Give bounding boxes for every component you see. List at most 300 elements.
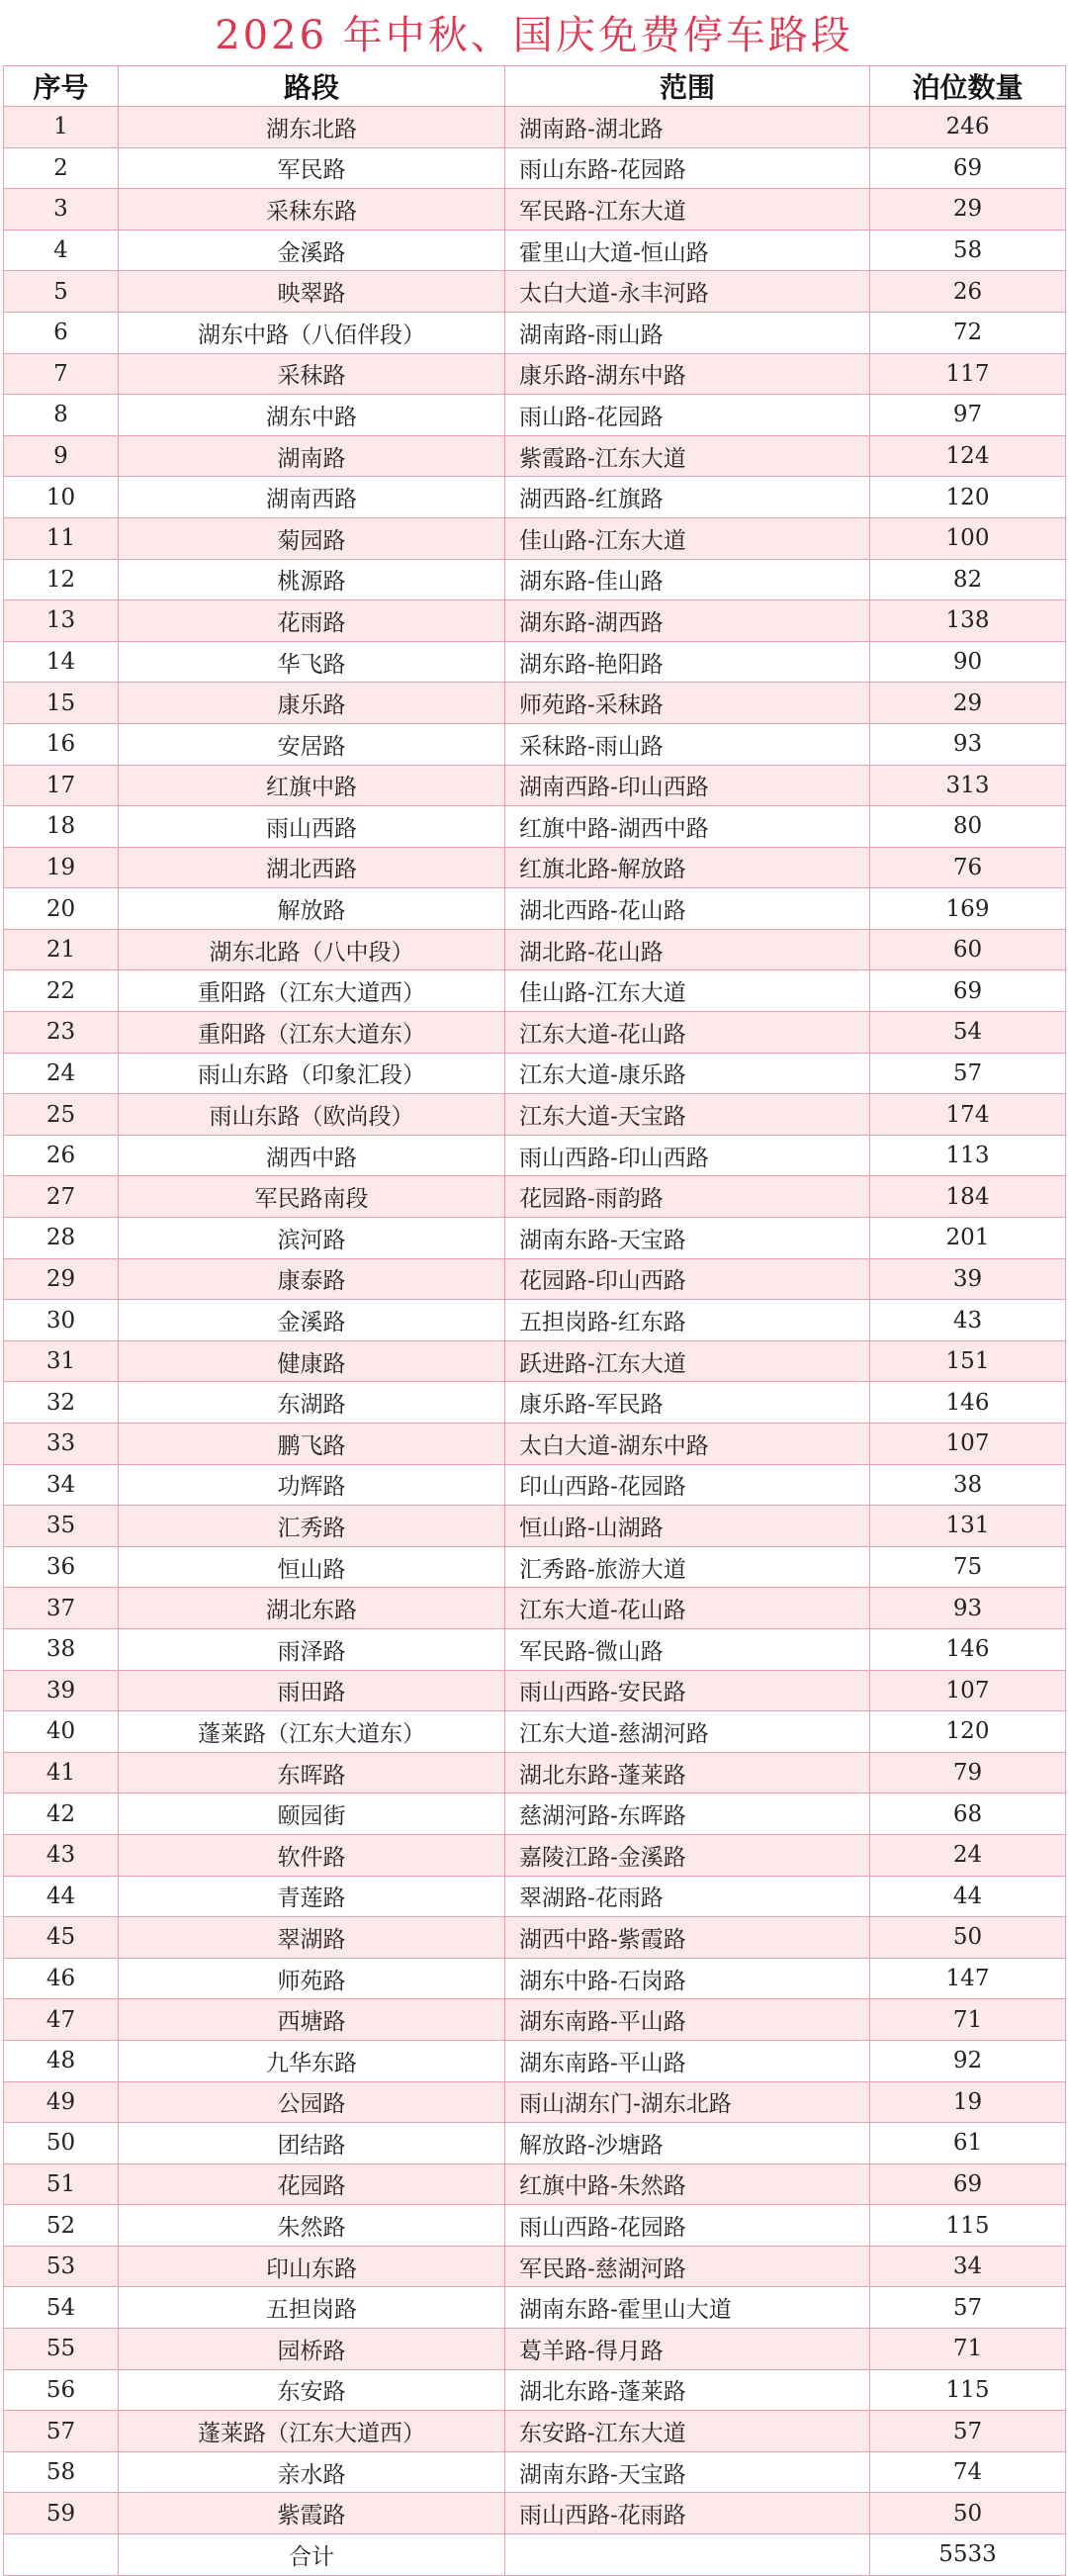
row-spaces: 117	[870, 353, 1066, 395]
row-no: 56	[4, 2369, 119, 2411]
table-row	[4, 2493, 1066, 2534]
table-row	[4, 723, 1066, 765]
row-no: 10	[4, 477, 119, 518]
table-row	[4, 271, 1066, 313]
row-spaces: 43	[870, 1300, 1066, 1341]
row-road: 印山东路	[119, 2246, 505, 2287]
table-row	[4, 2246, 1066, 2287]
row-range: 康乐路-湖东中路	[505, 353, 870, 395]
row-road: 蓬莱路（江东大道东）	[119, 1711, 505, 1753]
row-range: 翠湖路-花雨路	[505, 1876, 870, 1917]
table-row	[4, 2369, 1066, 2411]
row-road: 湖东中路（八佰伴段）	[119, 312, 505, 353]
table-row	[4, 683, 1066, 724]
row-no: 22	[4, 970, 119, 1012]
table-row	[4, 1752, 1066, 1794]
row-road: 雨山东路（印象汇段）	[119, 1053, 505, 1094]
row-spaces: 57	[870, 2287, 1066, 2329]
row-spaces: 174	[870, 1094, 1066, 1136]
table-row	[4, 641, 1066, 683]
row-range: 跃进路-江东大道	[505, 1340, 870, 1382]
row-road: 园桥路	[119, 2329, 505, 2370]
row-spaces: 169	[870, 888, 1066, 930]
row-no: 57	[4, 2411, 119, 2452]
row-road: 紫霞路	[119, 2493, 505, 2534]
row-range: 军民路-微山路	[505, 1628, 870, 1670]
row-no: 4	[4, 230, 119, 271]
table-header-row	[4, 66, 1066, 107]
row-range: 葛羊路-得月路	[505, 2329, 870, 2370]
total-row	[4, 2534, 1066, 2576]
table-row	[4, 1999, 1066, 2041]
row-no: 53	[4, 2246, 119, 2287]
row-range: 五担岗路-红东路	[505, 1300, 870, 1341]
row-no: 23	[4, 1012, 119, 1054]
row-spaces: 34	[870, 2246, 1066, 2287]
row-range: 佳山路-江东大道	[505, 970, 870, 1012]
row-range: 慈湖河路-东晖路	[505, 1794, 870, 1835]
row-range: 恒山路-山湖路	[505, 1506, 870, 1547]
row-road: 东晖路	[119, 1752, 505, 1794]
row-road: 金溪路	[119, 1300, 505, 1341]
row-spaces: 138	[870, 600, 1066, 642]
row-road: 湖北西路	[119, 847, 505, 888]
row-no: 13	[4, 600, 119, 642]
row-range: 湖西中路-紫霞路	[505, 1917, 870, 1959]
table-row	[4, 435, 1066, 477]
row-road: 东安路	[119, 2369, 505, 2411]
table-row	[4, 1218, 1066, 1259]
table-row	[4, 1340, 1066, 1382]
row-spaces: 69	[870, 970, 1066, 1012]
row-spaces: 107	[870, 1424, 1066, 1465]
row-road: 湖东北路（八中段）	[119, 929, 505, 970]
row-road: 亲水路	[119, 2451, 505, 2493]
row-spaces: 100	[870, 517, 1066, 559]
row-spaces: 120	[870, 477, 1066, 518]
row-road: 软件路	[119, 1834, 505, 1876]
table-row	[4, 806, 1066, 848]
row-range: 湖东路-佳山路	[505, 559, 870, 600]
row-road: 恒山路	[119, 1546, 505, 1588]
row-no: 52	[4, 2205, 119, 2247]
row-spaces: 57	[870, 2411, 1066, 2452]
table-row	[4, 147, 1066, 189]
row-road: 军民路	[119, 147, 505, 189]
header-road: 路段	[119, 66, 505, 107]
row-spaces: 201	[870, 1218, 1066, 1259]
row-spaces: 151	[870, 1340, 1066, 1382]
table-row	[4, 2081, 1066, 2123]
row-road: 华飞路	[119, 641, 505, 683]
row-range: 军民路-江东大道	[505, 189, 870, 230]
row-range: 印山西路-花园路	[505, 1464, 870, 1506]
row-range: 雨山西路-安民路	[505, 1670, 870, 1711]
table-row	[4, 1670, 1066, 1711]
row-road: 翠湖路	[119, 1917, 505, 1959]
row-road: 汇秀路	[119, 1506, 505, 1547]
row-road: 青莲路	[119, 1876, 505, 1917]
row-range: 江东大道-慈湖河路	[505, 1711, 870, 1753]
row-range: 红旗北路-解放路	[505, 847, 870, 888]
row-road: 团结路	[119, 2123, 505, 2164]
row-spaces: 54	[870, 1012, 1066, 1054]
row-no: 48	[4, 2040, 119, 2081]
table-row	[4, 1258, 1066, 1300]
table-row	[4, 559, 1066, 600]
row-spaces: 107	[870, 1670, 1066, 1711]
row-spaces: 38	[870, 1464, 1066, 1506]
row-no: 15	[4, 683, 119, 724]
row-range: 康乐路-军民路	[505, 1382, 870, 1424]
row-spaces: 50	[870, 1917, 1066, 1959]
row-road: 采秣东路	[119, 189, 505, 230]
row-road: 颐园街	[119, 1794, 505, 1835]
row-range: 江东大道-花山路	[505, 1012, 870, 1054]
row-spaces: 113	[870, 1135, 1066, 1176]
row-no: 55	[4, 2329, 119, 2370]
row-range: 湖南路-雨山路	[505, 312, 870, 353]
table-row	[4, 1135, 1066, 1176]
table-row	[4, 1300, 1066, 1341]
row-no: 6	[4, 312, 119, 353]
table-row	[4, 1628, 1066, 1670]
row-range: 霍里山大道-恒山路	[505, 230, 870, 271]
row-range: 湖南东路-天宝路	[505, 1218, 870, 1259]
row-spaces: 29	[870, 189, 1066, 230]
table-row	[4, 1711, 1066, 1753]
row-range: 雨山西路-花园路	[505, 2205, 870, 2247]
row-range: 湖南西路-印山西路	[505, 765, 870, 806]
row-road: 湖南西路	[119, 477, 505, 518]
row-road: 鹏飞路	[119, 1424, 505, 1465]
row-no: 21	[4, 929, 119, 970]
row-spaces: 146	[870, 1628, 1066, 1670]
table-row	[4, 230, 1066, 271]
row-no: 12	[4, 559, 119, 600]
row-no: 25	[4, 1094, 119, 1136]
row-range: 雨山路-花园路	[505, 395, 870, 436]
row-spaces: 97	[870, 395, 1066, 436]
row-no: 8	[4, 395, 119, 436]
table-row	[4, 1958, 1066, 1999]
row-no: 3	[4, 189, 119, 230]
row-road: 公园路	[119, 2081, 505, 2123]
table-row	[4, 1012, 1066, 1054]
row-no: 38	[4, 1628, 119, 1670]
row-road: 西塘路	[119, 1999, 505, 2041]
table-row	[4, 2205, 1066, 2247]
header-spaces: 泊位数量	[870, 66, 1066, 107]
table-row	[4, 395, 1066, 436]
row-spaces: 68	[870, 1794, 1066, 1835]
row-road: 雨山西路	[119, 806, 505, 848]
row-spaces: 92	[870, 2040, 1066, 2081]
row-spaces: 131	[870, 1506, 1066, 1547]
total-label: 合计	[119, 2534, 505, 2576]
row-spaces: 80	[870, 806, 1066, 848]
row-no: 58	[4, 2451, 119, 2493]
row-road: 重阳路（江东大道西）	[119, 970, 505, 1012]
row-spaces: 147	[870, 1958, 1066, 1999]
row-spaces: 93	[870, 1588, 1066, 1629]
row-road: 湖北东路	[119, 1588, 505, 1629]
row-range: 军民路-慈湖河路	[505, 2246, 870, 2287]
row-no: 40	[4, 1711, 119, 1753]
row-no: 59	[4, 2493, 119, 2534]
row-no: 18	[4, 806, 119, 848]
row-spaces: 82	[870, 559, 1066, 600]
row-range: 湖南东路-霍里山大道	[505, 2287, 870, 2329]
row-spaces: 72	[870, 312, 1066, 353]
table-row	[4, 1588, 1066, 1629]
row-spaces: 50	[870, 2493, 1066, 2534]
table-row	[4, 2123, 1066, 2164]
table-row	[4, 1794, 1066, 1835]
row-road: 采秣路	[119, 353, 505, 395]
row-range: 雨山东路-花园路	[505, 147, 870, 189]
table-body	[4, 107, 1066, 2534]
table-row	[4, 1876, 1066, 1917]
row-range: 湖东路-湖西路	[505, 600, 870, 642]
row-spaces: 313	[870, 765, 1066, 806]
row-spaces: 115	[870, 2205, 1066, 2247]
page-title: 2026 年中秋、国庆免费停车路段	[215, 12, 853, 58]
row-road: 功辉路	[119, 1464, 505, 1506]
row-spaces: 58	[870, 230, 1066, 271]
row-no: 44	[4, 1876, 119, 1917]
table-row	[4, 1546, 1066, 1588]
row-spaces: 74	[870, 2451, 1066, 2493]
row-road: 映翠路	[119, 271, 505, 313]
table-row	[4, 2451, 1066, 2493]
row-range: 湖北东路-蓬莱路	[505, 1752, 870, 1794]
total-spaces: 5533	[870, 2534, 1066, 2576]
table-row	[4, 2329, 1066, 2370]
row-spaces: 61	[870, 2123, 1066, 2164]
row-road: 雨山东路（欧尚段）	[119, 1094, 505, 1136]
row-range: 太白大道-湖东中路	[505, 1424, 870, 1465]
parking-table	[3, 65, 1066, 2576]
row-road: 安居路	[119, 723, 505, 765]
table-row	[4, 1053, 1066, 1094]
table-row	[4, 1176, 1066, 1218]
row-range: 东安路-江东大道	[505, 2411, 870, 2452]
row-no: 47	[4, 1999, 119, 2041]
row-range: 嘉陵江路-金溪路	[505, 1834, 870, 1876]
row-no: 9	[4, 435, 119, 477]
row-no: 42	[4, 1794, 119, 1835]
row-road: 康泰路	[119, 1258, 505, 1300]
row-range: 湖南东路-天宝路	[505, 2451, 870, 2493]
row-no: 24	[4, 1053, 119, 1094]
row-spaces: 146	[870, 1382, 1066, 1424]
table-row	[4, 107, 1066, 148]
row-no: 17	[4, 765, 119, 806]
row-range: 江东大道-天宝路	[505, 1094, 870, 1136]
row-spaces: 115	[870, 2369, 1066, 2411]
row-range: 雨山西路-花雨路	[505, 2493, 870, 2534]
table-row	[4, 1464, 1066, 1506]
row-range: 湖东中路-石岗路	[505, 1958, 870, 1999]
row-road: 朱然路	[119, 2205, 505, 2247]
row-road: 东湖路	[119, 1382, 505, 1424]
table-row	[4, 353, 1066, 395]
table-row	[4, 888, 1066, 930]
row-range: 湖北东路-蓬莱路	[505, 2369, 870, 2411]
row-range: 汇秀路-旅游大道	[505, 1546, 870, 1588]
table-row	[4, 1094, 1066, 1136]
row-no: 30	[4, 1300, 119, 1341]
row-road: 湖东中路	[119, 395, 505, 436]
row-road: 蓬莱路（江东大道西）	[119, 2411, 505, 2452]
row-no: 29	[4, 1258, 119, 1300]
row-no: 54	[4, 2287, 119, 2329]
row-range: 江东大道-花山路	[505, 1588, 870, 1629]
table-row	[4, 1424, 1066, 1465]
row-range: 太白大道-永丰河路	[505, 271, 870, 313]
row-spaces: 19	[870, 2081, 1066, 2123]
table-row	[4, 312, 1066, 353]
row-road: 重阳路（江东大道东）	[119, 1012, 505, 1054]
row-range: 佳山路-江东大道	[505, 517, 870, 559]
row-road: 湖西中路	[119, 1135, 505, 1176]
header-no: 序号	[4, 66, 119, 107]
table-row	[4, 970, 1066, 1012]
row-road: 桃源路	[119, 559, 505, 600]
row-no: 33	[4, 1424, 119, 1465]
row-spaces: 69	[870, 2163, 1066, 2205]
row-no: 19	[4, 847, 119, 888]
row-spaces: 90	[870, 641, 1066, 683]
row-range: 花园路-雨韵路	[505, 1176, 870, 1218]
row-range: 花园路-印山西路	[505, 1258, 870, 1300]
row-range: 湖北路-花山路	[505, 929, 870, 970]
row-spaces: 184	[870, 1176, 1066, 1218]
row-spaces: 76	[870, 847, 1066, 888]
row-range: 雨山西路-印山西路	[505, 1135, 870, 1176]
table-row	[4, 189, 1066, 230]
row-no: 20	[4, 888, 119, 930]
table-row	[4, 600, 1066, 642]
row-road: 健康路	[119, 1340, 505, 1382]
row-no: 32	[4, 1382, 119, 1424]
row-spaces: 71	[870, 2329, 1066, 2370]
row-road: 军民路南段	[119, 1176, 505, 1218]
row-road: 花园路	[119, 2163, 505, 2205]
table-row	[4, 929, 1066, 970]
table-row	[4, 1834, 1066, 1876]
row-road: 五担岗路	[119, 2287, 505, 2329]
row-no: 26	[4, 1135, 119, 1176]
row-no: 14	[4, 641, 119, 683]
row-no: 1	[4, 107, 119, 148]
row-no: 11	[4, 517, 119, 559]
row-spaces: 57	[870, 1053, 1066, 1094]
row-range: 雨山湖东门-湖东北路	[505, 2081, 870, 2123]
row-no: 31	[4, 1340, 119, 1382]
row-range: 采秣路-雨山路	[505, 723, 870, 765]
row-no: 27	[4, 1176, 119, 1218]
row-spaces: 44	[870, 1876, 1066, 1917]
table-row	[4, 2040, 1066, 2081]
row-range: 湖北西路-花山路	[505, 888, 870, 930]
row-no: 37	[4, 1588, 119, 1629]
table-row	[4, 2163, 1066, 2205]
row-range: 湖西路-红旗路	[505, 477, 870, 518]
row-road: 康乐路	[119, 683, 505, 724]
table-row	[4, 2411, 1066, 2452]
row-road: 菊园路	[119, 517, 505, 559]
row-spaces: 79	[870, 1752, 1066, 1794]
row-spaces: 93	[870, 723, 1066, 765]
row-spaces: 124	[870, 435, 1066, 477]
row-no: 39	[4, 1670, 119, 1711]
row-range: 红旗中路-朱然路	[505, 2163, 870, 2205]
row-no: 41	[4, 1752, 119, 1794]
total-no-cell	[4, 2534, 119, 2576]
row-road: 解放路	[119, 888, 505, 930]
row-road: 滨河路	[119, 1218, 505, 1259]
row-no: 50	[4, 2123, 119, 2164]
row-spaces: 246	[870, 107, 1066, 148]
table-row	[4, 2287, 1066, 2329]
row-road: 九华东路	[119, 2040, 505, 2081]
row-spaces: 39	[870, 1258, 1066, 1300]
row-no: 5	[4, 271, 119, 313]
row-road: 红旗中路	[119, 765, 505, 806]
row-no: 43	[4, 1834, 119, 1876]
row-no: 45	[4, 1917, 119, 1959]
table-row	[4, 847, 1066, 888]
row-spaces: 120	[870, 1711, 1066, 1753]
row-road: 金溪路	[119, 230, 505, 271]
header-range: 范围	[505, 66, 870, 107]
row-range: 湖东路-艳阳路	[505, 641, 870, 683]
table-row	[4, 765, 1066, 806]
row-road: 雨田路	[119, 1670, 505, 1711]
table-row	[4, 1382, 1066, 1424]
row-no: 28	[4, 1218, 119, 1259]
row-road: 花雨路	[119, 600, 505, 642]
row-no: 46	[4, 1958, 119, 1999]
row-road: 湖南路	[119, 435, 505, 477]
table-row	[4, 477, 1066, 518]
row-spaces: 71	[870, 1999, 1066, 2041]
row-range: 紫霞路-江东大道	[505, 435, 870, 477]
row-road: 湖东北路	[119, 107, 505, 148]
row-spaces: 75	[870, 1546, 1066, 1588]
table-row	[4, 517, 1066, 559]
row-no: 34	[4, 1464, 119, 1506]
total-range-cell	[505, 2534, 870, 2576]
row-road: 师苑路	[119, 1958, 505, 1999]
row-no: 36	[4, 1546, 119, 1588]
row-spaces: 69	[870, 147, 1066, 189]
row-spaces: 24	[870, 1834, 1066, 1876]
row-road: 雨泽路	[119, 1628, 505, 1670]
row-range: 师苑路-采秣路	[505, 683, 870, 724]
table-row	[4, 1917, 1066, 1959]
row-no: 7	[4, 353, 119, 395]
row-range: 解放路-沙塘路	[505, 2123, 870, 2164]
row-range: 湖东南路-平山路	[505, 1999, 870, 2041]
row-spaces: 29	[870, 683, 1066, 724]
row-no: 16	[4, 723, 119, 765]
row-no: 51	[4, 2163, 119, 2205]
row-spaces: 26	[870, 271, 1066, 313]
row-no: 2	[4, 147, 119, 189]
